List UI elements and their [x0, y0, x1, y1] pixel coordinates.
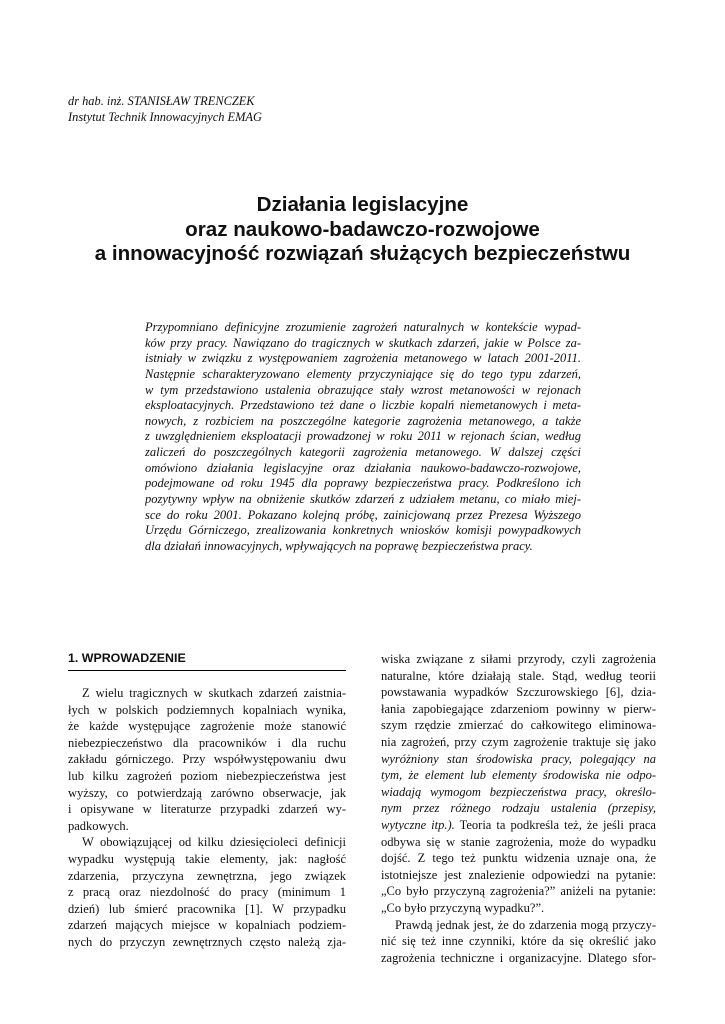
column-left [68, 685, 346, 951]
body-line: zakładu górniczego. Przy współwystępowaniu dwu [68, 752, 346, 767]
body-line: i opisywane w literaturze przypadki zdarzeń wy- [68, 802, 346, 817]
body-line: szym rzędzie zmierzać do całkowitego eliminowa- [381, 718, 656, 733]
body-line: dzień) lub śmierć pracownika [1]. W przypadku [68, 901, 346, 916]
abstract-line: podejmowane od roku 1945 dla poprawy bezpieczeństwa pracy. Podkreślono ich [145, 476, 581, 491]
abstract-line: nowych, z rozbiciem na poszczególne kategorie zagrożenia metanowego, a także [145, 413, 581, 428]
abstract-line: dla działań innowacyjnych, wpływających na poprawę bezpieczeństwa pracy. [145, 538, 533, 553]
section-rule [68, 670, 346, 671]
abstract-line: sce do roku 2001. Pokazano kolejną próbę, zainicjowaną przez Prezesa Wyższego [145, 507, 581, 522]
section-heading: 1. WPROWADZENIE [68, 651, 186, 665]
body-line: zagrożenia techniczne i organizacyjne. Dlatego sfor- [381, 950, 656, 965]
author-name: dr hab. inż. STANISŁAW TRENCZEK [68, 94, 255, 108]
body-line: zdarzenia, przyczyna zewnętrzna, jego związek [68, 868, 346, 883]
body-line: istotniejsze jest znalezienie odpowiedzi na pytanie: [381, 867, 656, 882]
author-block [68, 94, 262, 125]
body-line [381, 817, 656, 834]
abstract-line: w tym przedstawiono ustalenia obrazujące stały wzrost metanowości w rejonach [145, 382, 581, 397]
paper-title [0, 193, 725, 267]
abstract-line: pozytywny wpływ na obniżenie skutków zdarzeń z udziałem metanu, co miało miej- [145, 492, 581, 507]
abstract-line: Następnie scharakteryzowano elementy przyczyniające się do tego typu zdarzeń, [145, 366, 581, 381]
abstract-line: istniały w związku z występowaniem zagrożenia metanowego w latach 2001-2011. [145, 351, 581, 366]
abstract-line: zaliczeń do poszczególnych kategorii zagrożenia metanowego. W dalszej części [145, 445, 581, 460]
body-line: lub kilku zagrożeń poziom niebezpieczeństwa jest [68, 768, 346, 783]
body-line: dojść. Z tego też punktu widzenia uznaje ona, że [381, 851, 656, 866]
body-line: że każde występujące zagrożenie może stanowić [68, 719, 346, 734]
abstract-line: z uwzględnieniem eksploatacji prowadzonej w roku 2011 w rejonach ścian, według [145, 429, 581, 444]
body-line: W obowiązującej od kilku dziesięcioleci definicji [82, 835, 346, 850]
abstract [145, 320, 581, 555]
body-fragment: Teoria ta podkreśla też, że jeśli praca [454, 817, 656, 832]
body-line: wyższy, co potwierdzają zarówno obserwacje, jak [68, 785, 346, 800]
body-line: wiska związane z siłami przyrody, czyli zagrożenia [381, 652, 656, 666]
body-line: tym, że element lub elementy środowiska nie odpo- [381, 768, 656, 783]
body-line: wypadku występują takie elementy, jak: nagłość [68, 851, 346, 866]
body-line: Prawdą jednak jest, że do zdarzenia mogą przyczy- [395, 917, 656, 932]
body-line: łania zapobiegające zdarzeniom powinny w pierw- [381, 701, 656, 716]
body-line: „Co było przyczyną wypadku?”. [381, 900, 545, 915]
author-affiliation: Instytut Technik Innowacyjnych EMAG [68, 109, 262, 124]
body-line: naturalne, które działają stale. Stąd, według teorii [381, 668, 656, 683]
body-line: nym przez różnego rodzaju ustalenia (przepisy, [381, 801, 656, 816]
body-italic-fragment: wytyczne itp.). [381, 817, 455, 832]
body-line: niebezpieczeństwo dla pracowników i dla ruchu [68, 735, 346, 750]
abstract-line: ków przy pracy. Nawiązano do tragicznych w skutkach zdarzeń, jakie w Polsce za- [145, 335, 581, 350]
abstract-line: Urzędu Górniczego, zrealizowania konkretnych wniosków komisji powypadkowych [145, 523, 581, 538]
body-line: z pracą oraz niezdolność do pracy (minimum 1 [68, 885, 346, 900]
body-line: Z wielu tragicznych w skutkach zdarzeń zaistnia- [82, 686, 346, 700]
body-line: wiadają wymogom bezpieczeństwa pracy, określo- [381, 784, 656, 799]
abstract-line: omówiono działania legislacyjne oraz działania naukowo-badawczo-rozwojowe, [145, 460, 581, 475]
abstract-line: eksploatacyjnych. Przedstawiono też dane o liczbie kopalń niemetanowych i meta- [145, 398, 581, 413]
column-right [381, 651, 656, 966]
body-line: zdarzeń mających miejsce w kopalniach podziem- [68, 918, 346, 933]
body-line: łych w polskich podziemnych kopalniach wynika, [68, 702, 346, 717]
title-line: oraz naukowo-badawczo-rozwojowe [185, 217, 540, 241]
body-line: powstawania wypadków Szczurowskiego [6], dzia- [381, 685, 656, 700]
body-line: wyróżniony stan środowiska pracy, polegający na [381, 751, 656, 766]
title-line: Działania legislacyjne [256, 193, 469, 216]
body-line: padkowych. [68, 818, 129, 833]
abstract-line: Przypomniano definicyjne zrozumienie zagrożeń naturalnych w kontekście wypad- [145, 320, 581, 334]
body-line: nia zagrożeń, przy czym zagrożenie traktuje się jako [381, 734, 656, 749]
body-line: nić się też inne czynniki, które da się określić jako [381, 934, 656, 949]
body-line: nych do przyczyn zewnętrznych często należą zja- [68, 934, 346, 949]
body-line: odbywa się w stanie zagrożenia, może do wypadku [381, 834, 656, 849]
title-line: a innowacyjność rozwiązań służących bezpieczeństwu [94, 242, 631, 265]
body-line: „Co było przyczyną zagrożenia?” aniżeli na pytanie: [381, 884, 656, 899]
